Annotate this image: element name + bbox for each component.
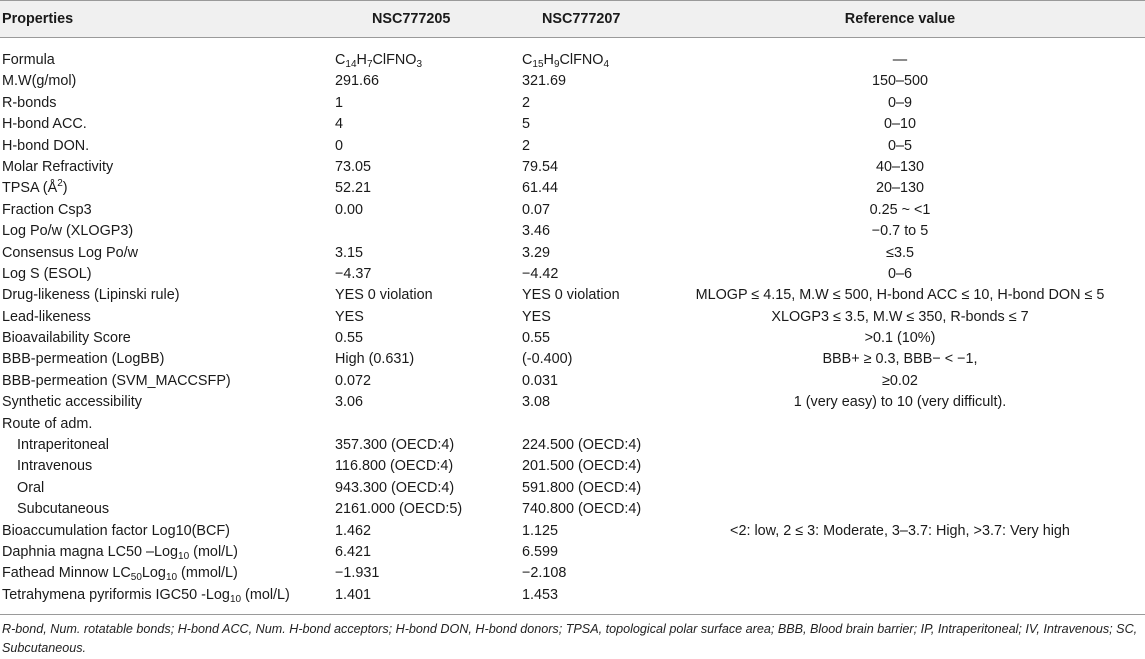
value-nsc777205: 1.401	[335, 586, 372, 603]
header-nsc777205: NSC777205	[372, 11, 451, 27]
value-nsc777207: 740.800 (OECD:4)	[522, 501, 642, 518]
table-row	[0, 414, 1145, 435]
value-nsc777205: 0	[335, 137, 344, 154]
row-label: TPSA $(Å^2)$	[2, 178, 68, 197]
table-row	[0, 285, 1145, 306]
value-nsc777207: 6.599	[522, 543, 559, 560]
value-nsc777207: 3.08	[522, 394, 551, 411]
row-label: Drug-likeness (Lipinski rule)	[2, 287, 180, 304]
reference-value: 1 (very easy) to 10 (very difficult).	[793, 394, 1007, 411]
header-properties: Properties	[2, 11, 74, 27]
value-nsc777205: −4.37	[335, 265, 372, 282]
value-nsc777205: 3.15	[335, 244, 364, 261]
row-label: H-bond DON.	[2, 137, 90, 154]
value-nsc777207: 3.29	[522, 244, 551, 261]
row-label: Daphnia magna LC50 –Log$_{10}$ (mol/L)	[2, 543, 238, 562]
table-bottom-rule	[0, 614, 1145, 615]
row-label: Consensus Log Po/w	[2, 244, 138, 261]
row-label: H-bond ACC.	[2, 116, 87, 133]
row-label: Lead-likeness	[2, 308, 91, 325]
value-nsc777207: 0.031	[522, 372, 559, 389]
table-row	[0, 71, 1145, 92]
value-nsc777207: 591.800 (OECD:4)	[522, 479, 642, 496]
value-nsc777207: 1.453	[522, 586, 559, 603]
value-nsc777207: 0.55	[522, 330, 551, 347]
row-label: Fathead Minnow $LC_{50}Log_{10}$ (mmol/L)	[2, 565, 238, 584]
row-label: Oral	[17, 479, 45, 496]
row-label: Tetrahymena pyriformis IGC50 -Log$_{10}$ (mol/L)	[2, 586, 290, 605]
table-row	[0, 371, 1145, 392]
row-label: Formula	[2, 52, 55, 68]
reference-value: 40–130	[875, 158, 925, 175]
row-label: BBB-permeation (LogBB)	[2, 351, 165, 368]
table-footnote: R-bond, Num. rotatable bonds; H-bond ACC, Num. H-bond acceptors; H-bond DON, H-bond donors; TPSA, topological polar surface area; BBB, Blood brain barrier; IP, Intraperitoneal; IV, Intravenous; SC, Subcutaneous.	[2, 622, 1138, 655]
reference-value: 0–10	[883, 116, 916, 133]
reference-value: 0–6	[887, 265, 912, 282]
table-row-formula	[0, 50, 1145, 71]
reference-value: XLOGP3 ≤ 3.5, M.W ≤ 350, R-bonds ≤ 7	[771, 308, 1029, 325]
header-nsc777207: NSC777207	[542, 11, 621, 27]
formula-nsc777207: $C_{15}H_9ClFNO_4$	[522, 52, 610, 70]
value-nsc777207: 3.46	[522, 223, 551, 240]
value-nsc777205: 943.300 (OECD:4)	[335, 479, 455, 496]
table-row	[0, 456, 1145, 477]
row-label: BBB-permeation (SVM_MACCSFP)	[2, 372, 231, 389]
table-row	[0, 114, 1145, 135]
row-label: Bioavailability Score	[2, 330, 131, 347]
value-nsc777205: 291.66	[335, 73, 380, 90]
row-label: Log S (ESOL)	[2, 265, 92, 282]
reference-value: BBB+ ≥ 0.3, BBB− < −1,	[822, 351, 978, 368]
value-nsc777207: YES	[522, 308, 551, 325]
table-row	[0, 221, 1145, 242]
value-nsc777207: 321.69	[522, 73, 567, 90]
value-nsc777207: 2	[522, 94, 531, 111]
value-nsc777205: 6.421	[335, 543, 372, 560]
table-row	[0, 136, 1145, 157]
formula-nsc777205: $C_{14}H_7ClFNO_3$	[335, 52, 423, 70]
table-row-daphnia	[0, 542, 1145, 563]
value-nsc777205: 0.072	[335, 372, 372, 389]
value-nsc777205: 0.55	[335, 330, 364, 347]
table-row	[0, 264, 1145, 285]
reference-value: 0.25 ~ <1	[869, 201, 931, 218]
table-row	[0, 328, 1145, 349]
reference-value: MLOGP ≤ 4.15, M.W ≤ 500, H-bond ACC ≤ 10, H-bond DON ≤ 5	[695, 287, 1105, 304]
reference-value: 20–130	[875, 180, 925, 197]
value-nsc777205: 357.300 (OECD:4)	[335, 437, 455, 454]
row-label: Molar Refractivity	[2, 158, 114, 175]
reference-value: ≤3.5	[886, 244, 914, 261]
table-row-tetrahymena	[0, 585, 1145, 606]
table-row	[0, 392, 1145, 413]
value-nsc777205: −1.931	[335, 565, 380, 582]
table-row	[0, 157, 1145, 178]
table-row	[0, 435, 1145, 456]
value-nsc777207: −4.42	[522, 265, 559, 282]
row-label: Synthetic accessibility	[2, 394, 142, 411]
row-label: Log Po/w (XLOGP3)	[2, 223, 134, 240]
row-label: Intravenous	[17, 458, 93, 475]
value-nsc777205: 4	[335, 116, 344, 133]
reference-value: —	[892, 52, 908, 68]
value-nsc777207: 224.500 (OECD:4)	[522, 437, 642, 454]
value-nsc777205: 116.800 (OECD:4)	[335, 458, 454, 475]
value-nsc777207: 5	[522, 116, 531, 133]
table-row	[0, 200, 1145, 221]
value-nsc777207: 0.07	[522, 201, 551, 218]
value-nsc777205: 1	[335, 94, 344, 111]
value-nsc777205: 73.05	[335, 158, 372, 175]
value-nsc777205: 1.462	[335, 522, 372, 539]
row-label: R-bonds	[2, 94, 57, 111]
table-row	[0, 478, 1145, 499]
reference-value: 150–500	[871, 73, 929, 90]
value-nsc777207: 2	[522, 137, 531, 154]
reference-value: >0.1 (10%)	[864, 330, 936, 347]
value-nsc777205: 52.21	[335, 180, 372, 197]
value-nsc777207: 1.125	[522, 522, 559, 539]
reference-value: <2: low, 2 ≤ 3: Moderate, 3–3.7: High, >3.7: Very high	[730, 522, 1070, 539]
row-label: Subcutaneous	[17, 501, 110, 518]
value-nsc777205: YES	[335, 308, 364, 325]
reference-value: 0–9	[887, 94, 912, 111]
table-row	[0, 307, 1145, 328]
table-header	[0, 0, 1145, 38]
value-nsc777207: 79.54	[522, 158, 559, 175]
table-row	[0, 499, 1145, 520]
table-row	[0, 349, 1145, 370]
reference-value: 0–5	[887, 137, 912, 154]
row-label: Fraction Csp3	[2, 201, 92, 218]
row-label: Route of adm.	[2, 415, 93, 432]
value-nsc777205: 0.00	[335, 201, 364, 218]
value-nsc777205: High (0.631)	[335, 351, 415, 368]
row-label: M.W(g/mol)	[2, 73, 77, 90]
value-nsc777207: (-0.400)	[522, 351, 573, 368]
table-row	[0, 243, 1145, 264]
row-label: Intraperitoneal	[17, 437, 110, 454]
table-body	[0, 50, 1145, 606]
reference-value: ≥0.02	[882, 372, 918, 389]
value-nsc777207: 61.44	[522, 180, 559, 197]
value-nsc777205: 3.06	[335, 394, 364, 411]
value-nsc777205: 2161.000 (OECD:5)	[335, 501, 463, 518]
row-label: Bioaccumulation factor Log10(BCF)	[2, 522, 230, 539]
value-nsc777207: 201.500 (OECD:4)	[522, 458, 642, 475]
reference-value: −0.7 to 5	[871, 223, 929, 240]
table-row	[0, 93, 1145, 114]
value-nsc777207: −2.108	[522, 565, 567, 582]
table-row-fathead	[0, 563, 1145, 584]
value-nsc777207: YES 0 violation	[522, 287, 620, 304]
header-reference-value: Reference value	[844, 11, 956, 27]
table-row-tpsa	[0, 178, 1145, 199]
value-nsc777205: YES 0 violation	[335, 287, 433, 304]
table-row	[0, 521, 1145, 542]
